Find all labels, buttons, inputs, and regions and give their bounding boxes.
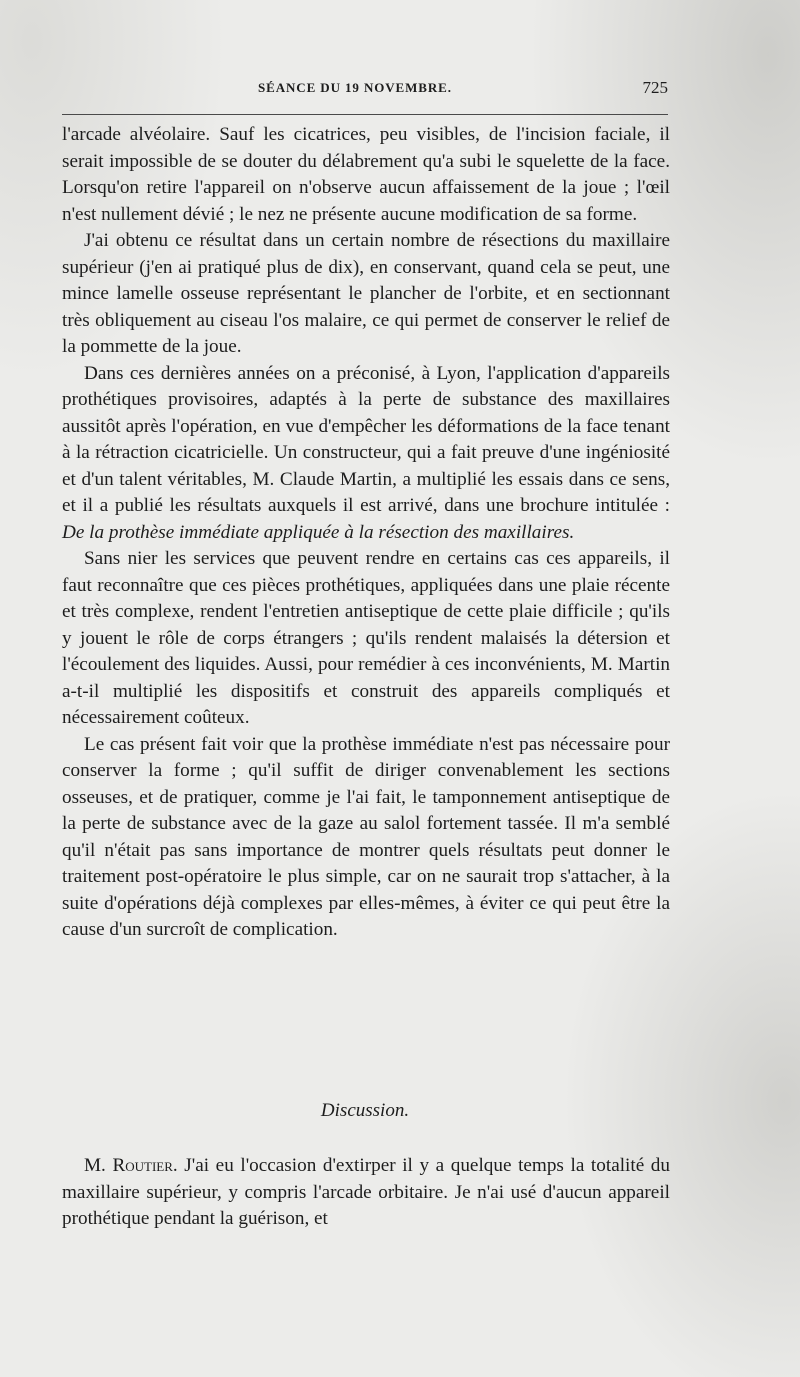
brochure-title: De la prothèse immédiate appliquée à la résection des maxillaires. [62,521,575,543]
paragraph-continuation: l'arcade alvéolaire. Sauf les cicatrices, peu visibles, de l'incision faciale, il serait impossible de se douter du délabrement qu'a subi le squelette de la face. Lorsqu'on retire l'appareil on n'observe aucun affaissement de la joue ; l'œil n'est nullement dévié ; le nez ne présente aucune modification de sa forme. [62,124,670,225]
discussion-paragraph [62,1153,670,1233]
discussion-text [62,1153,670,1233]
page-header [62,78,668,102]
page-number: 725 [642,78,668,97]
speaker-name: M. Routier. [84,1155,178,1176]
paragraph: J'ai obtenu ce résultat dans un certain nombre de résections du maxillaire supérieur (j'en ai pratiqué plus de dix), en conservant, quand cela se peut, une mince lamelle osseuse représentant le plancher de l'orbite, et en sectionnant très obliquement au ciseau l'os malaire, ce qui permet de conserver le relief de la pommette de la joue. [62,230,670,357]
header-rule [62,114,668,115]
paragraph-lyon [62,361,670,547]
discussion-statement: J'ai eu l'occasion d'extirper il y a quelque temps la totalité du maxillaire supérieur, y compris l'arcade orbitaire. Je n'ai usé d'aucun appareil prothétique pendant la guérison, et [62,1155,670,1229]
paragraph-text: Dans ces dernières années on a préconisé, à Lyon, l'application d'appareils prothétiques provisoires, adaptés à la perte de substance des maxillaires aussitôt après l'opération, en vue d'empêcher les déformations de la face tenant à la rétraction cicatricielle. Un constructeur, qui a fait preuve d'une ingéniosité et d'un talent véritables, M. Claude Martin, a multiplié les essais dans ce sens, et il a publié les résultats auxquels il est arrivé, dans une brochure intitulée : [62,362,670,516]
running-title: SÉANCE DU 19 NOVEMBRE. [258,80,452,95]
main-text [62,122,670,944]
section-title: Discussion. [320,1100,410,1121]
paragraph: Le cas présent fait voir que la prothèse immédiate n'est pas nécessaire pour conserver la forme ; qu'il suffit de diriger convenablement les sections osseuses, et de pratiquer, comme je l'ai fait, le tamponnement antiseptique de la perte de substance avec de la gaze au salol fortement tassée. Il m'a semblé qu'il n'était pas sans importance de montrer quels résultats peut donner le traitement post-opératoire le plus simple, car on ne saurait trop s'attacher, à la suite d'opérations déjà complexes par elles-mêmes, à éviter ce qui peut être la cause d'un surcroît de complication. [62,733,670,940]
paragraph: Sans nier les services que peuvent rendre en certains cas ces appareils, il faut reconnaître que ces pièces prothétiques, appliquées dans une plaie récente et très complexe, rendent l'entretien antiseptique de cette plaie difficile ; qu'ils y jouent le rôle de corps étrangers ; qu'ils rendent malaisés la détersion et l'écoulement des liquides. Aussi, pour remédier à ces inconvénients, M. Martin a-t-il multiplié les dispositifs et construit des appareils compliqués et nécessairement coûteux. [62,548,670,728]
